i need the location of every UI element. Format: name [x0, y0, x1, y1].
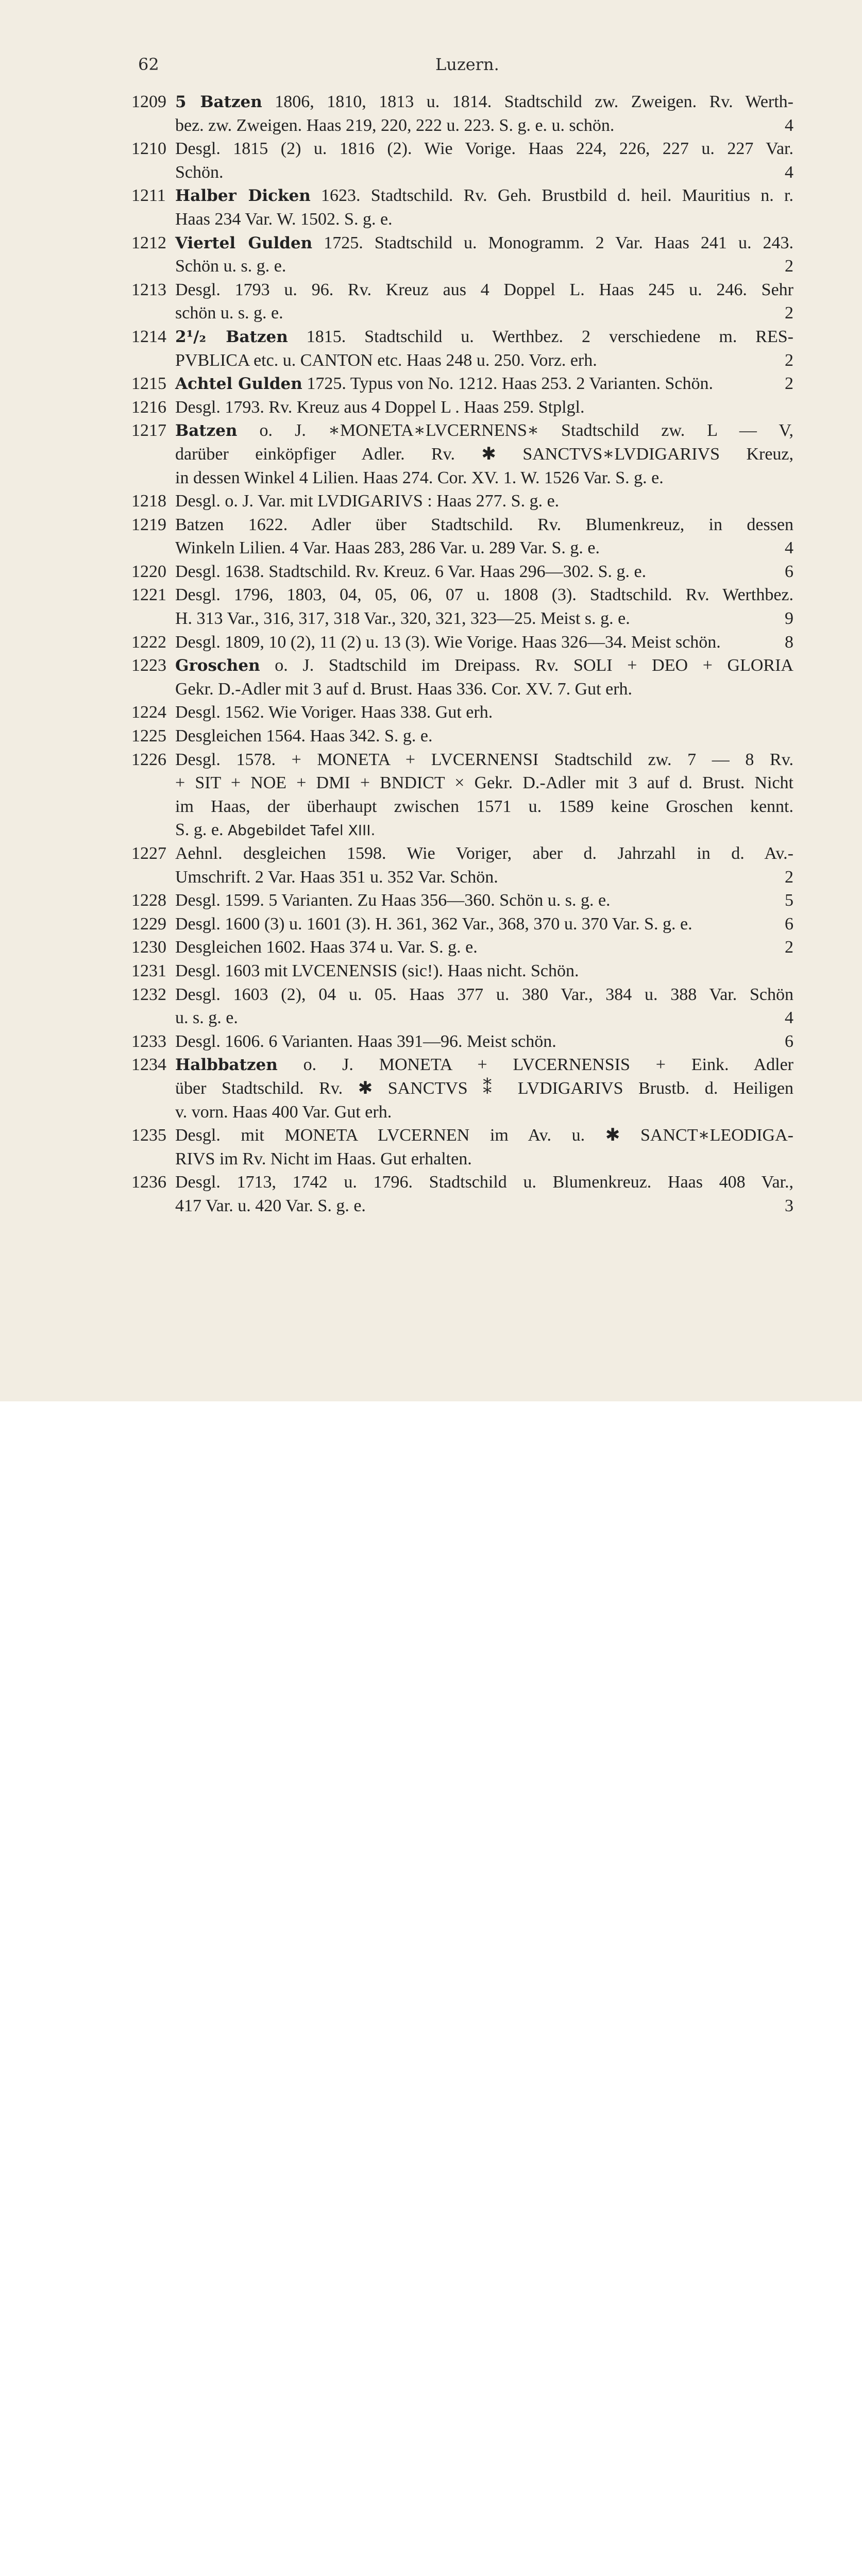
entry-number: 1225 — [131, 726, 166, 746]
entry-number: 1236 — [131, 1173, 166, 1192]
entry-line — [175, 795, 793, 819]
entry-number: 1213 — [131, 280, 166, 299]
entry-line — [175, 513, 793, 537]
entry-number: 1230 — [131, 938, 166, 957]
page-number: 62 — [138, 55, 159, 74]
entry-number: 1221 — [131, 585, 166, 605]
entry-text: bez. zw. Zweigen. Haas 219, 220, 222 u. 223. S. g. e. u. schön. — [175, 115, 615, 135]
lot-quantity: 3 — [785, 1196, 793, 1215]
entry-line — [175, 1100, 793, 1124]
entry-line — [175, 842, 793, 866]
entry-text: H. 313 Var., 316, 317, 318 Var., 320, 321, 323—25. Meist s. g. e. — [175, 609, 630, 629]
catalog-entry — [131, 90, 793, 137]
entry-line — [175, 489, 793, 513]
entry-line — [175, 137, 793, 161]
entry-number: 1217 — [131, 421, 166, 440]
catalog-entry — [131, 724, 793, 748]
entry-line — [175, 301, 793, 325]
entry-number: 1211 — [131, 186, 166, 206]
lot-quantity: 4 — [785, 115, 793, 135]
entry-text: o. J. MONETA + LVCERNENSIS + Eink. Adler — [277, 1055, 793, 1075]
entry-number: 1209 — [131, 92, 166, 111]
entry-line — [175, 325, 793, 349]
entry-text: Desgl. 1793 u. 96. Rv. Kreuz aus 4 Doppel L. Haas 245 u. 246. Sehr — [175, 280, 793, 299]
lot-quantity: 2 — [785, 867, 793, 887]
lot-quantity: 4 — [785, 538, 793, 558]
entry-text: Aehnl. desgleichen 1598. Wie Voriger, aber d. Jahrzahl in d. Av.- — [175, 844, 793, 863]
catalog-entry — [131, 560, 793, 584]
entry-line — [175, 1194, 793, 1218]
entry-text: 1806, 1810, 1813 u. 1814. Stadtschild zw. Zweigen. Rv. Werth- — [262, 92, 794, 111]
entry-line — [175, 349, 793, 372]
entry-text: Desgl. mit MONETA LVCERNEN im Av. u. ✱ SANCT∗LEODIGA- — [175, 1126, 793, 1145]
entry-text: Desgl. 1793. Rv. Kreuz aus 4 Doppel L . Haas 259. Stplgl. — [175, 397, 585, 417]
entry-line — [175, 560, 793, 584]
coin-denomination: Groschen — [175, 656, 260, 675]
entry-text: darüber einköpfiger Adler. Rv. ✱ SANCTVS∗LVDIGARIVS Kreuz, — [175, 444, 793, 464]
entry-number: 1223 — [131, 656, 166, 675]
entry-text: Desgl. 1599. 5 Varianten. Zu Haas 356—360. Schön u. s. g. e. — [175, 891, 611, 910]
entry-text: + SIT + NOE + DMI + BNDICT × Gekr. D.-Adler mit 3 auf d. Brust. Nicht — [175, 773, 793, 793]
entry-line — [175, 983, 793, 1007]
entry-text: Desgl. 1600 (3) u. 1601 (3). H. 361, 362 Var., 368, 370 u. 370 Var. S. g. e. — [175, 914, 692, 934]
entry-line — [175, 419, 793, 443]
entry-line — [175, 208, 793, 231]
catalog-entry — [131, 1171, 793, 1217]
entry-line — [175, 818, 793, 842]
entry-text: Desgl. 1578. + MONETA + LVCERNENSI Stadtschild zw. 7 — 8 Rv. — [175, 750, 793, 769]
lot-quantity: 8 — [785, 632, 793, 652]
catalog-entry — [131, 889, 793, 912]
entry-text: in dessen Winkel 4 Lilien. Haas 274. Cor. XV. 1. W. 1526 Var. S. g. e. — [175, 468, 664, 487]
entry-text: Schön. — [175, 162, 224, 182]
entry-text: Desgl. 1796, 1803, 04, 05, 06, 07 u. 1808 (3). Stadtschild. Rv. Werthbez. — [175, 585, 793, 605]
lot-quantity: 9 — [785, 609, 793, 629]
lot-quantity: 5 — [785, 891, 793, 910]
entry-text: 1725. Stadtschild u. Monogramm. 2 Var. Haas 241 u. 243. — [312, 233, 793, 252]
coin-denomination: Halbbatzen — [175, 1056, 278, 1075]
catalog-entry — [131, 396, 793, 419]
entry-line — [175, 654, 793, 677]
entry-text: o. J. ∗MONETA∗LVCERNENS∗ Stadtschild zw. L — V, — [237, 421, 793, 440]
catalog-entry — [131, 184, 793, 231]
entry-number: 1220 — [131, 562, 166, 581]
entry-text: Haas 234 Var. W. 1502. S. g. e. — [175, 209, 393, 229]
entry-line — [175, 1006, 793, 1030]
entry-text: PVBLICA etc. u. CANTON etc. Haas 248 u. 250. Vorz. erh. — [175, 350, 597, 370]
entry-text: Umschrift. 2 Var. Haas 351 u. 352 Var. Schön. — [175, 867, 498, 887]
lot-quantity: 2 — [785, 374, 793, 394]
entry-text: RIVS im Rv. Nicht im Haas. Gut erhalten. — [175, 1149, 472, 1168]
entry-text: Schön u. s. g. e. — [175, 257, 286, 276]
catalog-entry — [131, 583, 793, 630]
entry-line — [175, 1147, 793, 1171]
catalog-entry — [131, 1053, 793, 1124]
entry-line — [175, 866, 793, 889]
entry-line — [175, 536, 793, 560]
lot-quantity: 6 — [785, 914, 793, 934]
entry-text: schön u. s. g. e. — [175, 303, 283, 323]
entry-text: Desgl. 1809, 10 (2), 11 (2) u. 13 (3). Wie Vorige. Haas 326—34. Meist schön. — [175, 632, 721, 652]
catalog-entry — [131, 936, 793, 959]
catalog-entries — [131, 90, 793, 1218]
entry-text: im Haas, der überhaupt zwischen 1571 u. 1589 keine Groschen kennt. — [175, 796, 793, 816]
entry-line — [175, 748, 793, 772]
entry-line — [175, 583, 793, 607]
catalog-entry — [131, 419, 793, 489]
entry-number: 1229 — [131, 914, 166, 934]
lot-quantity: 6 — [785, 562, 793, 581]
entry-text: Desgl. 1562. Wie Voriger. Haas 338. Gut erh. — [175, 703, 493, 722]
entry-number: 1231 — [131, 961, 166, 980]
lot-quantity: 2 — [785, 938, 793, 957]
entry-line — [175, 677, 793, 701]
catalog-entry — [131, 278, 793, 325]
entry-number: 1219 — [131, 515, 166, 534]
entry-line — [175, 959, 793, 983]
entry-line — [175, 1030, 793, 1054]
catalog-entry — [131, 489, 793, 513]
entry-line — [175, 90, 793, 114]
entry-line — [175, 396, 793, 419]
catalog-entry — [131, 748, 793, 842]
catalog-entry — [131, 654, 793, 701]
entry-number: 1233 — [131, 1031, 166, 1051]
catalog-entry — [131, 983, 793, 1030]
entry-number: 1215 — [131, 374, 166, 394]
entry-line — [175, 1171, 793, 1194]
entry-text: Batzen 1622. Adler über Stadtschild. Rv. Blumenkreuz, in dessen — [175, 515, 793, 534]
entry-text: 417 Var. u. 420 Var. S. g. e. — [175, 1196, 366, 1215]
entry-number: 1226 — [131, 750, 166, 769]
entry-number: 1222 — [131, 632, 166, 652]
catalog-entry — [131, 701, 793, 724]
coin-denomination: Achtel Gulden — [175, 375, 302, 394]
entry-line — [175, 1124, 793, 1147]
entry-line — [175, 1077, 793, 1100]
entry-text: 1725. Typus von No. 1212. Haas 253. 2 Varianten. Schön. — [302, 374, 714, 394]
catalog-entry — [131, 912, 793, 936]
entry-line — [175, 701, 793, 724]
entry-text: S. g. e. — [175, 820, 228, 840]
entry-number: 1228 — [131, 891, 166, 910]
entry-line — [175, 724, 793, 748]
catalog-entry — [131, 325, 793, 372]
entry-text: über Stadtschild. Rv. ✱ SANCTVS ⁑ LVDIGARIVS Brustb. d. Heiligen — [175, 1078, 793, 1098]
entry-line — [175, 936, 793, 959]
entry-text: Desgl. o. J. Var. mit LVDIGARIVS : Haas 277. S. g. e. — [175, 492, 560, 511]
lot-quantity: 4 — [785, 1008, 793, 1028]
catalog-entry — [131, 959, 793, 983]
catalog-entry — [131, 842, 793, 889]
entry-text: Desgl. 1606. 6 Varianten. Haas 391—96. Meist schön. — [175, 1031, 556, 1051]
entry-number: 1232 — [131, 985, 166, 1004]
entry-line — [175, 889, 793, 912]
entry-number: 1224 — [131, 703, 166, 722]
coin-denomination: 2¹/₂ Batzen — [175, 327, 288, 346]
entry-text: Gekr. D.-Adler mit 3 auf d. Brust. Haas 336. Cor. XV. 7. Gut erh. — [175, 679, 633, 699]
entry-text: Desgl. 1815 (2) u. 1816 (2). Wie Vorige. Haas 224, 226, 227 u. 227 Var. — [175, 139, 793, 159]
running-title: Luzern. — [435, 55, 499, 74]
catalog-entry — [131, 1124, 793, 1171]
entry-number: 1216 — [131, 397, 166, 417]
entry-line — [175, 607, 793, 631]
lot-quantity: 2 — [785, 257, 793, 276]
entry-line — [175, 771, 793, 795]
catalog-entry — [131, 372, 793, 396]
entry-line — [175, 372, 793, 396]
entry-text: 1815. Stadtschild u. Werthbez. 2 verschiedene m. RES- — [288, 327, 793, 346]
entry-text: Desgl. 1603 (2), 04 u. 05. Haas 377 u. 380 Var., 384 u. 388 Var. Schön — [175, 985, 793, 1004]
entry-line — [175, 114, 793, 138]
entry-text: 1623. Stadtschild. Rv. Geh. Brustbild d. heil. Mauritius n. r. — [310, 186, 793, 206]
entry-line — [175, 631, 793, 654]
coin-denomination: Viertel Gulden — [175, 233, 313, 252]
lot-quantity: 6 — [785, 1031, 793, 1051]
coin-denomination: Halber Dicken — [175, 187, 311, 206]
entry-text: Desgleichen 1564. Haas 342. S. g. e. — [175, 726, 433, 746]
catalog-entry — [131, 631, 793, 654]
lot-quantity: 2 — [785, 303, 793, 323]
footer-bar — [0, 1401, 862, 1470]
entry-number: 1218 — [131, 492, 166, 511]
catalog-entry — [131, 1030, 793, 1054]
entry-line — [175, 255, 793, 278]
entry-text: o. J. Stadtschild im Dreipass. Rv. SOLI + DEO + GLORIA — [260, 656, 793, 675]
entry-text: Desgl. 1638. Stadtschild. Rv. Kreuz. 6 Var. Haas 296—302. S. g. e. — [175, 562, 647, 581]
entry-number: 1235 — [131, 1126, 166, 1145]
coin-denomination: 5 Batzen — [175, 93, 262, 111]
entry-number: 1214 — [131, 327, 166, 346]
catalog-entry — [131, 137, 793, 184]
entry-line — [175, 1053, 793, 1077]
plate-reference: Abgebildet Tafel XIII. — [228, 822, 376, 839]
entry-number: 1234 — [131, 1055, 166, 1075]
coin-denomination: Batzen — [175, 421, 238, 440]
entry-text: Desgleichen 1602. Haas 374 u. Var. S. g. e. — [175, 938, 478, 957]
entry-number: 1227 — [131, 844, 166, 863]
lot-quantity: 4 — [785, 162, 793, 182]
entry-line — [175, 278, 793, 302]
entry-text: v. vorn. Haas 400 Var. Gut erh. — [175, 1102, 392, 1122]
lot-quantity: 2 — [785, 350, 793, 370]
entry-text: Desgl. 1603 mit LVCENENSIS (sic!). Haas nicht. Schön. — [175, 961, 579, 980]
catalog-entry — [131, 231, 793, 278]
entry-text: Desgl. 1713, 1742 u. 1796. Stadtschild u. Blumenkreuz. Haas 408 Var., — [175, 1173, 793, 1192]
entry-line — [175, 443, 793, 466]
entry-number: 1212 — [131, 233, 166, 252]
entry-line — [175, 161, 793, 184]
entry-line — [175, 912, 793, 936]
catalog-entry — [131, 513, 793, 560]
entry-line — [175, 466, 793, 490]
entry-text: Winkeln Lilien. 4 Var. Haas 283, 286 Var. u. 289 Var. S. g. e. — [175, 538, 600, 558]
entry-line — [175, 184, 793, 208]
entry-number: 1210 — [131, 139, 166, 159]
entry-text: u. s. g. e. — [175, 1008, 238, 1028]
entry-line — [175, 231, 793, 255]
